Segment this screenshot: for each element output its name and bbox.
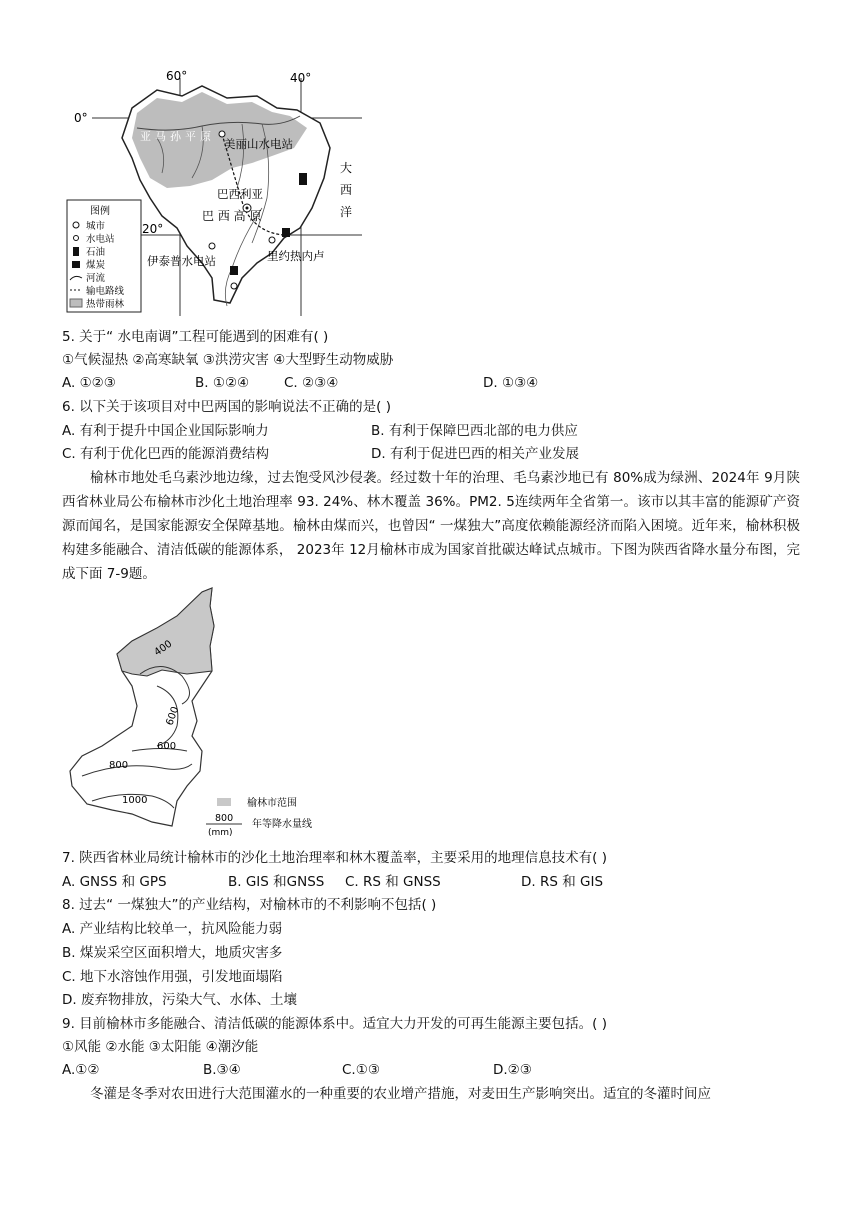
- q9-option-a: A.①②: [62, 1062, 100, 1078]
- itaipu-station-icon: [209, 243, 215, 249]
- isohyet-400-label: 400: [152, 638, 175, 659]
- q5-stem: 5. 关于“ 水电南调”工程可能遇到的困难有( ): [62, 329, 329, 345]
- passage-yulin: 榆林市地处毛乌素沙地边缘，过去饱受风沙侵袭。经过数十年的治理、毛乌素沙地已有 80%成为绿洲、2024年 9月陕西省林业局公布榆林市沙化土地治理率 93. 24%、林木覆盖 36%。PM2. 5连续两年全省第一。该市以其丰富的能源矿产资源而闻名，是国家能源安全保障基地。榆林由煤而兴，也曾因“ 一煤独大”高度依赖能源经济而陷入困境。近年来，榆林积极构建多能融合、清洁低碳的能源体系， 2023年 12月榆林市成为国家首批碳达峰试点城市。下图为陕西省降水量分布图，完成下面 7-9题。: [62, 470, 800, 582]
- lon-40-label: 40°: [290, 71, 312, 85]
- q9-items: ①风能 ②水能 ③太阳能 ④潮汐能: [62, 1039, 259, 1055]
- legend-isohyet-label: 年等降水量线: [252, 819, 312, 830]
- q9-option-b: B.③④: [203, 1062, 241, 1078]
- q5-option-d: D. ①③④: [483, 375, 539, 391]
- q7-option-b: B. GIS 和GNSS: [228, 874, 325, 890]
- q8-option-b: B. 煤炭采空区面积增大，地质灾害多: [62, 945, 283, 961]
- brasilia-label: 巴西利亚: [217, 187, 263, 201]
- isohyet-1000-label: 1000: [122, 795, 148, 806]
- q6-stem: 6. 以下关于该项目对中巴两国的影响说法不正确的是( ): [62, 399, 391, 415]
- q9-option-c: C.①③: [342, 1062, 380, 1078]
- legend-oil-icon: [73, 247, 79, 256]
- q6-option-c: C. 有利于优化巴西的能源消费结构: [62, 446, 270, 462]
- legend-hydro-icon: [74, 236, 79, 241]
- q6-options-row2: [62, 444, 762, 464]
- legend-line-label: 输电路线: [86, 286, 125, 297]
- oil-field-icon: [299, 173, 307, 185]
- passage-winter-irrigation: 冬灌是冬季对农田进行大范围灌水的一种重要的农业增产措施，对麦田生产影响突出。适宜的冬灌时间应: [90, 1086, 711, 1102]
- q5-options: [62, 373, 662, 393]
- isohyet-600-inner-label: 600: [164, 705, 182, 728]
- rio-city-icon: [269, 237, 275, 243]
- legend-city-label: 城市: [86, 221, 106, 232]
- q5-option-b: B. ①②④: [195, 375, 250, 391]
- legend-isohyet-unit: (mm): [208, 828, 233, 838]
- q6-option-b: B. 有利于保障巴西北部的电力供应: [371, 423, 578, 439]
- legend-isohyet-value: 800: [215, 813, 234, 824]
- q8-stem: 8. 过去“ 一煤独大”的产业结构，对榆林市的不利影响不包括( ): [62, 897, 437, 913]
- q7-option-a: A. GNSS 和 GPS: [62, 874, 167, 890]
- legend-oil-label: 石油: [86, 247, 106, 258]
- legend-coal-label: 煤炭: [86, 260, 106, 271]
- q9-options: [62, 1060, 762, 1080]
- q6-option-d: D. 有利于促进巴西的相关产业发展: [371, 446, 579, 462]
- atlantic-label-2: 西: [340, 183, 353, 197]
- q8-option-c: C. 地下水溶蚀作用强，引发地面塌陷: [62, 969, 283, 985]
- q7-stem: 7. 陕西省林业局统计榆林市的沙化土地治理率和林木覆盖率，主要采用的地理信息技术有( ): [62, 850, 607, 866]
- atlantic-label-3: 洋: [340, 205, 353, 219]
- q6-options-row1: [62, 421, 762, 441]
- lat-0-label: 0°: [74, 111, 88, 125]
- shaanxi-precipitation-map: [62, 586, 362, 838]
- belo-monte-label: 美丽山水电站: [224, 137, 293, 151]
- amazon-label: 亚马孙平原: [140, 130, 215, 143]
- q5-option-a: A. ①②③: [62, 375, 116, 391]
- legend-title: 图例: [90, 206, 110, 217]
- highland-label: 巴 西 高 原: [202, 209, 262, 223]
- q9-option-d: D.②③: [493, 1062, 532, 1078]
- legend-coal-icon: [72, 261, 80, 268]
- q7-option-c: C. RS 和 GNSS: [345, 874, 441, 890]
- legend-forest-icon: [70, 299, 82, 307]
- lon-60-label: 60°: [166, 69, 188, 83]
- atlantic-label: 大: [340, 161, 353, 175]
- q9-stem: 9. 目前榆林市多能融合、清洁低碳的能源体系中。适宜大力开发的可再生能源主要包括。( ): [62, 1016, 607, 1032]
- q8-option-d: D. 废弃物排放，污染大气、水体、土壤: [62, 992, 297, 1008]
- q5-option-c: C. ②③④: [284, 375, 339, 391]
- lat-20-label: 20°: [142, 222, 164, 236]
- isohyet-600-outer-label: 600: [157, 741, 177, 752]
- legend-forest-label: 热带雨林: [86, 299, 125, 310]
- city-icon-south: [231, 283, 237, 289]
- isohyet-800-label: 800: [109, 760, 129, 771]
- brazil-map: [62, 68, 362, 318]
- yulin-area: [117, 588, 214, 676]
- legend-yulin-swatch: [217, 798, 231, 806]
- q6-option-a: A. 有利于提升中国企业国际影响力: [62, 423, 269, 439]
- rio-label: 里约热内卢: [267, 249, 325, 263]
- coal-icon: [282, 228, 290, 237]
- legend-city-icon: [73, 222, 79, 228]
- q7-option-d: D. RS 和 GIS: [521, 874, 604, 890]
- q5-items: ①气候湿热 ②高寒缺氧 ③洪涝灾害 ④大型野生动物威胁: [62, 352, 394, 368]
- itaipu-label: 伊泰普水电站: [147, 254, 216, 268]
- legend-yulin-label: 榆林市范围: [247, 798, 297, 809]
- q8-option-a: A. 产业结构比较单一，抗风险能力弱: [62, 921, 283, 937]
- q7-options: [62, 872, 762, 892]
- coal-icon-2: [230, 266, 238, 275]
- legend-river-label: 河流: [86, 273, 106, 284]
- legend-hydro-label: 水电站: [86, 234, 115, 245]
